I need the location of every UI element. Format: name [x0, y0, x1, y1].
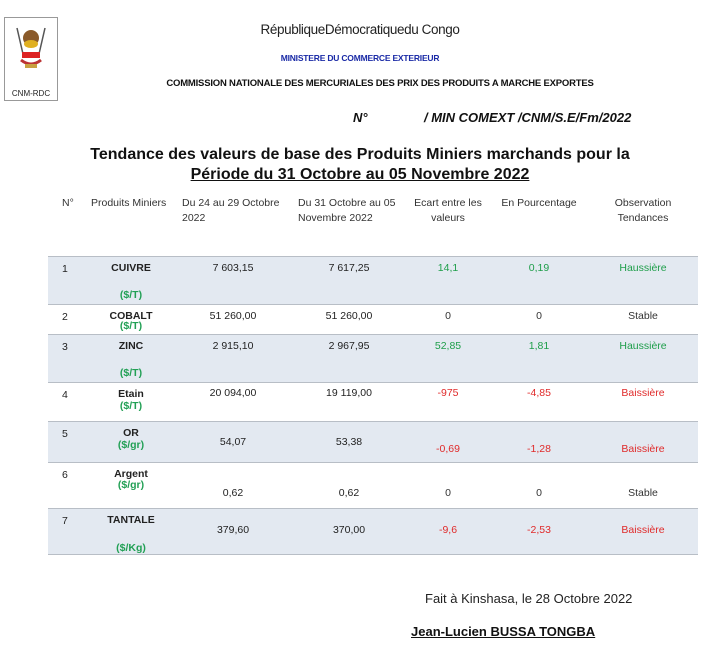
- product-name: Etain: [118, 388, 144, 400]
- republic-heading: RépubliqueDémocratiquedu Congo: [260, 22, 460, 37]
- table-row: [48, 257, 698, 305]
- trend-value: Baissière: [588, 509, 698, 555]
- table-row: [48, 422, 698, 463]
- product-cell: [88, 335, 174, 383]
- product-name: ZINC: [118, 340, 144, 352]
- curr-value: 53,38: [292, 422, 406, 463]
- row-number: 4: [48, 383, 88, 422]
- ministry-heading: MINISTERE DU COMMERCE EXTERIEUR: [280, 53, 440, 63]
- table-row: [48, 335, 698, 383]
- product-unit: ($/T): [119, 320, 143, 332]
- product-name: COBALT: [109, 310, 153, 322]
- gap-value: -9,6: [406, 509, 490, 555]
- product-name: CUIVRE: [111, 262, 151, 274]
- product-unit: ($/T): [119, 400, 143, 412]
- table-row: [48, 509, 698, 555]
- prev-value: 2 915,10: [174, 335, 292, 383]
- percent-value: -4,85: [490, 383, 588, 422]
- header-observation: Observation Tendances: [588, 192, 698, 257]
- curr-value: 2 967,95: [292, 335, 406, 383]
- prev-value: 54,07: [174, 422, 292, 463]
- table-header-row: [48, 192, 698, 257]
- table-row: [48, 463, 698, 509]
- trend-value: Stable: [588, 463, 698, 509]
- gap-value: 0: [406, 305, 490, 335]
- header-percent: En Pourcentage: [490, 192, 588, 257]
- product-cell: [88, 257, 174, 305]
- curr-value: 370,00: [292, 509, 406, 555]
- header-curr-period: Du 31 Octobre au 05 Novembre 2022: [292, 192, 406, 257]
- gap-value: -975: [406, 383, 490, 422]
- header-num: N°: [48, 192, 88, 257]
- percent-value: -1,28: [490, 422, 588, 463]
- document-title: Tendance des valeurs de base des Produits Miniers marchands pour la: [90, 146, 630, 163]
- gap-value: 0: [406, 463, 490, 509]
- place-date: Fait à Kinshasa, le 28 Octobre 2022: [425, 591, 633, 606]
- gap-value: 14,1: [406, 257, 490, 305]
- row-number: 5: [48, 422, 88, 463]
- product-unit: ($/T): [119, 289, 143, 301]
- product-unit: ($/gr): [117, 479, 145, 491]
- row-number: 2: [48, 305, 88, 335]
- gap-value: 52,85: [406, 335, 490, 383]
- product-name: OR: [123, 427, 139, 439]
- curr-value: 7 617,25: [292, 257, 406, 305]
- product-cell: [88, 383, 174, 422]
- gap-value: -0,69: [406, 422, 490, 463]
- trend-value: Baissière: [588, 383, 698, 422]
- commission-heading: COMMISSION NATIONALE DES MERCURIALES DES PRIX DES PRODUITS A MARCHE EXPORTES: [166, 78, 594, 89]
- row-number: 3: [48, 335, 88, 383]
- trend-value: Stable: [588, 305, 698, 335]
- curr-value: 51 260,00: [292, 305, 406, 335]
- header-product: Produits Miniers: [88, 192, 174, 257]
- header-gap: Ecart entre les valeurs: [406, 192, 490, 257]
- document-period: [0, 166, 720, 184]
- percent-value: 1,81: [490, 335, 588, 383]
- curr-value: 0,62: [292, 463, 406, 509]
- product-cell: [88, 305, 174, 335]
- trend-value: Baissière: [588, 422, 698, 463]
- trend-value: Haussière: [588, 335, 698, 383]
- row-number: 1: [48, 257, 88, 305]
- logo-label: CNM-RDC: [11, 89, 51, 98]
- curr-value: 19 119,00: [292, 383, 406, 422]
- product-unit: ($/T): [119, 367, 143, 379]
- prev-value: 379,60: [174, 509, 292, 555]
- signatory-name: Jean-Lucien BUSSA TONGBA: [411, 624, 596, 639]
- reference-number: N°: [353, 110, 368, 125]
- reference-code: / MIN COMEXT /CNM/S.E/Fm/2022: [424, 110, 632, 125]
- percent-value: 0,19: [490, 257, 588, 305]
- percent-value: 0: [490, 305, 588, 335]
- prev-value: 20 094,00: [174, 383, 292, 422]
- header-prev-period: Du 24 au 29 Octobre 2022: [174, 192, 292, 257]
- product-name: TANTALE: [107, 514, 155, 526]
- product-cell: [88, 509, 174, 555]
- prev-value: 7 603,15: [174, 257, 292, 305]
- product-cell: [88, 422, 174, 463]
- product-unit: ($/gr): [117, 439, 145, 451]
- product-cell: [88, 463, 174, 509]
- row-number: 6: [48, 463, 88, 509]
- percent-value: -2,53: [490, 509, 588, 555]
- table-row: [48, 383, 698, 422]
- row-number: 7: [48, 509, 88, 555]
- prev-value: 0,62: [174, 463, 292, 509]
- prev-value: 51 260,00: [174, 305, 292, 335]
- table-row: [48, 305, 698, 335]
- trend-value: Haussière: [588, 257, 698, 305]
- prices-table: [48, 192, 698, 555]
- period-text: Période du 31 Octobre au 05 Novembre 2022: [190, 166, 530, 183]
- product-name: Argent: [114, 468, 148, 480]
- product-unit: ($/Kg): [116, 542, 146, 554]
- percent-value: 0: [490, 463, 588, 509]
